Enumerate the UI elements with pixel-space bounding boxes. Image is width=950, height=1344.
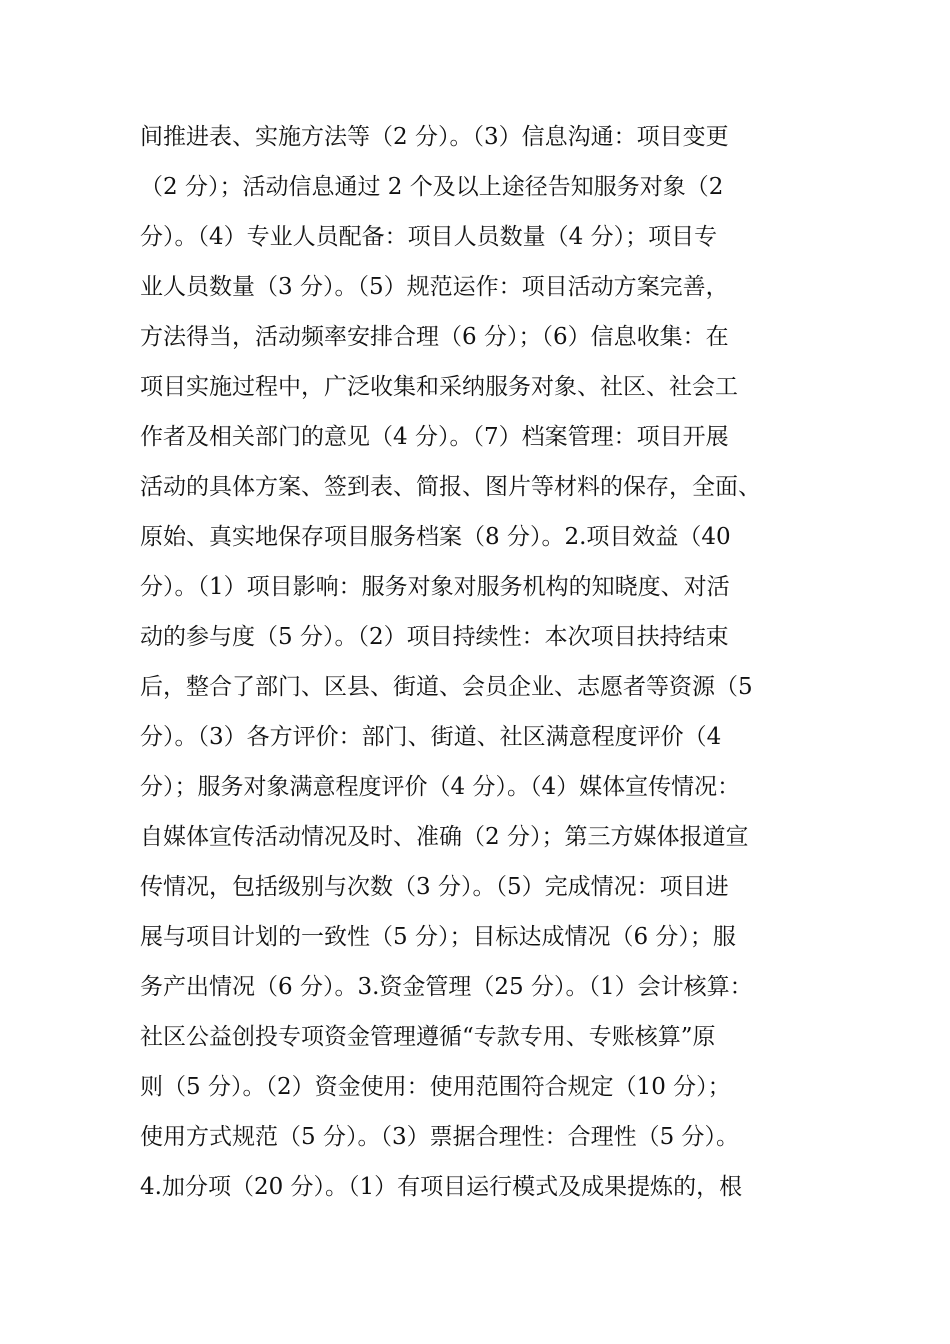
- text-line: 使用方式规范（5 分）。（3）票据合理性：合理性（5 分）。: [140, 1124, 740, 1150]
- text-line: 分）。（1）项目影响：服务对象对服务机构的知晓度、对活: [140, 574, 730, 600]
- text-line: 业人员数量（3 分）。（5）规范运作：项目活动方案完善，: [140, 274, 729, 300]
- text-line: （2 分）；活动信息通过 2 个及以上途径告知服务对象（2: [140, 174, 724, 200]
- text-line: 原始、真实地保存项目服务档案（8 分）。2.项目效益（40: [140, 524, 731, 550]
- text-line: 展与项目计划的一致性（5 分）；目标达成情况（6 分）；服: [140, 924, 736, 950]
- text-line: 分）；服务对象满意程度评价（4 分）。（4）媒体宣传情况：: [140, 774, 741, 800]
- text-line: 社区公益创投专项资金管理遵循“专款专用、专账核算”原: [140, 1024, 716, 1050]
- text-line: 方法得当，活动频率安排合理（6 分）；（6）信息收集：在: [140, 324, 729, 350]
- text-line: 传情况，包括级别与次数（3 分）。（5）完成情况：项目进: [140, 874, 729, 900]
- text-line: 则（5 分）。（2）资金使用：使用范围符合规定（10 分）；: [140, 1074, 731, 1100]
- text-line: 动的参与度（5 分）。（2）项目持续性：本次项目扶持结束: [140, 624, 729, 650]
- text-line: 自媒体宣传活动情况及时、准确（2 分）；第三方媒体报道宣: [140, 824, 749, 850]
- text-line: 分）。（4）专业人员配备：项目人员数量（4 分）；项目专: [140, 224, 718, 250]
- body-text: [140, 112, 840, 1212]
- text-line: 间推进表、实施方法等（2 分）。（3）信息沟通：项目变更: [140, 124, 729, 150]
- text-line: 项目实施过程中，广泛收集和采纳服务对象、社区、社会工: [140, 374, 738, 400]
- text-line: 活动的具体方案、签到表、简报、图片等材料的保存，全面、: [140, 474, 761, 500]
- text-line: 务产出情况（6 分）。3.资金管理（25 分）。（1）会计核算：: [140, 974, 753, 1000]
- text-line: 4.加分项（20 分）。（1）有项目运行模式及成果提炼的，根: [140, 1174, 743, 1200]
- text-line: 作者及相关部门的意见（4 分）。（7）档案管理：项目开展: [140, 424, 729, 450]
- text-line: 分）。（3）各方评价：部门、街道、社区满意程度评价（4: [140, 724, 722, 750]
- text-line: 后，整合了部门、区县、街道、会员企业、志愿者等资源（5: [140, 674, 753, 700]
